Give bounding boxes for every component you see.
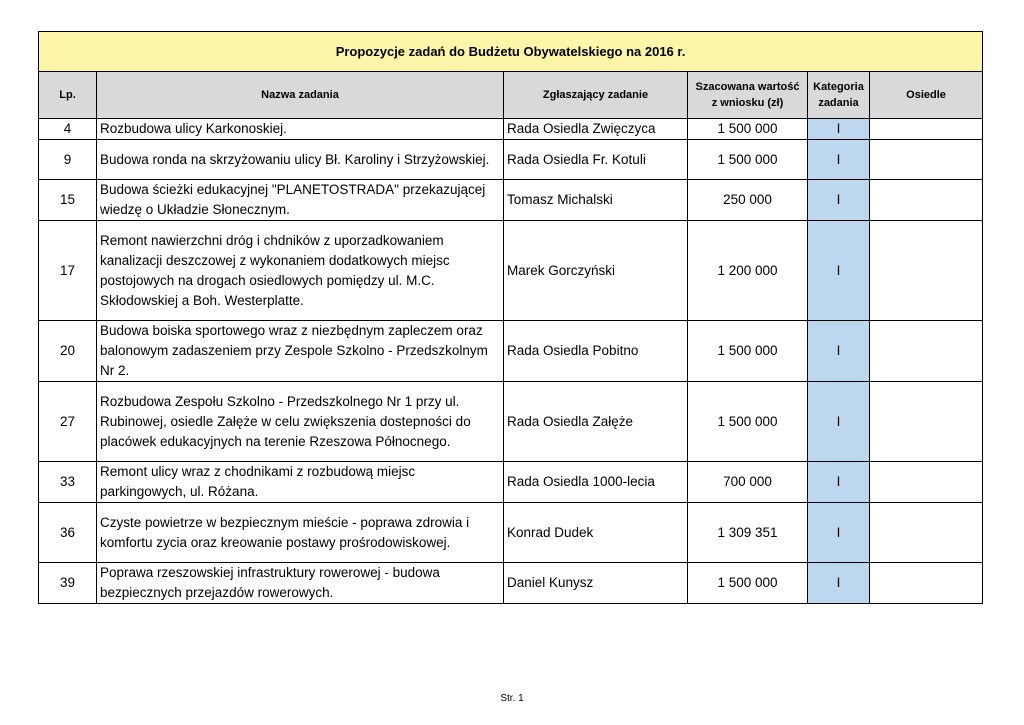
header-estimated-value-line2: z wniosku (zł) [711,97,784,109]
budget-proposals-table [38,31,983,604]
cell-lp: 17 [39,221,97,321]
cell-submitter: Tomasz Michalski [504,180,688,221]
header-submitter: Zgłaszający zadanie [504,72,688,119]
cell-category: I [808,563,870,604]
cell-estate [870,221,983,321]
title-row [39,32,983,72]
cell-estate [870,119,983,140]
cell-lp: 27 [39,382,97,462]
cell-lp: 4 [39,119,97,140]
header-category-line1: Kategoria [813,81,864,93]
cell-submitter: Rada Osiedla Zwięczyca [504,119,688,140]
cell-estate [870,563,983,604]
table-title: Propozycje zadań do Budżetu Obywatelskiego na 2016 r. [39,32,983,72]
header-row [39,72,983,119]
cell-submitter: Rada Osiedla Pobitno [504,321,688,382]
cell-submitter: Rada Osiedla Fr. Kotuli [504,140,688,180]
table-row [39,321,983,382]
table-row [39,180,983,221]
header-estimated-value [688,72,808,119]
header-estimated-value-line1: Szacowana wartość [695,81,800,93]
cell-category: I [808,140,870,180]
cell-category: I [808,180,870,221]
cell-lp: 15 [39,180,97,221]
cell-task-name: Budowa boiska sportowego wraz z niezbędnym zapleczem oraz balonowym zadaszeniem przy Zespole Szkolno - Przedszkolnym Nr 2. [97,321,504,382]
cell-estimated-value: 700 000 [688,462,808,503]
header-estate: Osiedle [870,72,983,119]
cell-task-name: Remont nawierzchni dróg i chdników z uporzadkowaniem kanalizacji deszczowej z wykonaniem dodatkowych miejsc postojowych na drogach osiedlowych pomiędzy ul. M.C. Skłodowskiej a Boh. Westerplatte. [97,221,504,321]
cell-task-name: Rozbudowa ulicy Karkonoskiej. [97,119,504,140]
cell-task-name: Poprawa rzeszowskiej infrastruktury rowerowej - budowa bezpiecznych przejazdów rowerowych. [97,563,504,604]
cell-estimated-value: 1 500 000 [688,119,808,140]
cell-category: I [808,462,870,503]
table-row [39,140,983,180]
table-row [39,503,983,563]
table-body [39,119,983,604]
cell-estate [870,462,983,503]
cell-task-name: Rozbudowa Zespołu Szkolno - Przedszkolnego Nr 1 przy ul. Rubinowej, osiedle Załęże w celu zwiększenia dostepności do placówek edukacyjnych na terenie Rzeszowa Północnego. [97,382,504,462]
header-lp: Lp. [39,72,97,119]
cell-estate [870,382,983,462]
cell-estate [870,140,983,180]
cell-task-name: Budowa ścieżki edukacyjnej "PLANETOSTRADA" przekazującej wiedzę o Układzie Słonecznym. [97,180,504,221]
cell-submitter: Rada Osiedla Załęże [504,382,688,462]
cell-category: I [808,382,870,462]
header-category-line2: zadania [818,97,859,109]
cell-category: I [808,503,870,563]
cell-estimated-value: 1 200 000 [688,221,808,321]
cell-estate [870,321,983,382]
cell-submitter: Rada Osiedla 1000-lecia [504,462,688,503]
cell-estimated-value: 250 000 [688,180,808,221]
header-task-name: Nazwa zadania [97,72,504,119]
cell-category: I [808,221,870,321]
cell-category: I [808,321,870,382]
cell-estate [870,180,983,221]
cell-task-name: Czyste powietrze w bezpiecznym mieście - poprawa zdrowia i komfortu zycia oraz kreowanie postawy prośrodowiskowej. [97,503,504,563]
cell-lp: 39 [39,563,97,604]
cell-lp: 33 [39,462,97,503]
table-row [39,563,983,604]
cell-lp: 9 [39,140,97,180]
cell-submitter: Konrad Dudek [504,503,688,563]
cell-task-name: Remont ulicy wraz z chodnikami z rozbudową miejsc parkingowych, ul. Różana. [97,462,504,503]
cell-estimated-value: 1 309 351 [688,503,808,563]
cell-estimated-value: 1 500 000 [688,382,808,462]
cell-submitter: Marek Gorczyński [504,221,688,321]
cell-estimated-value: 1 500 000 [688,140,808,180]
cell-submitter: Daniel Kunysz [504,563,688,604]
cell-task-name: Budowa ronda na skrzyżowaniu ulicy Bł. Karoliny i Strzyżowskiej. [97,140,504,180]
table-row [39,462,983,503]
cell-lp: 36 [39,503,97,563]
header-category [808,72,870,119]
cell-estate [870,503,983,563]
cell-category: I [808,119,870,140]
cell-lp: 20 [39,321,97,382]
page-number: Str. 1 [500,693,524,704]
cell-estimated-value: 1 500 000 [688,321,808,382]
table-row [39,382,983,462]
table-row [39,119,983,140]
cell-estimated-value: 1 500 000 [688,563,808,604]
table-row [39,221,983,321]
